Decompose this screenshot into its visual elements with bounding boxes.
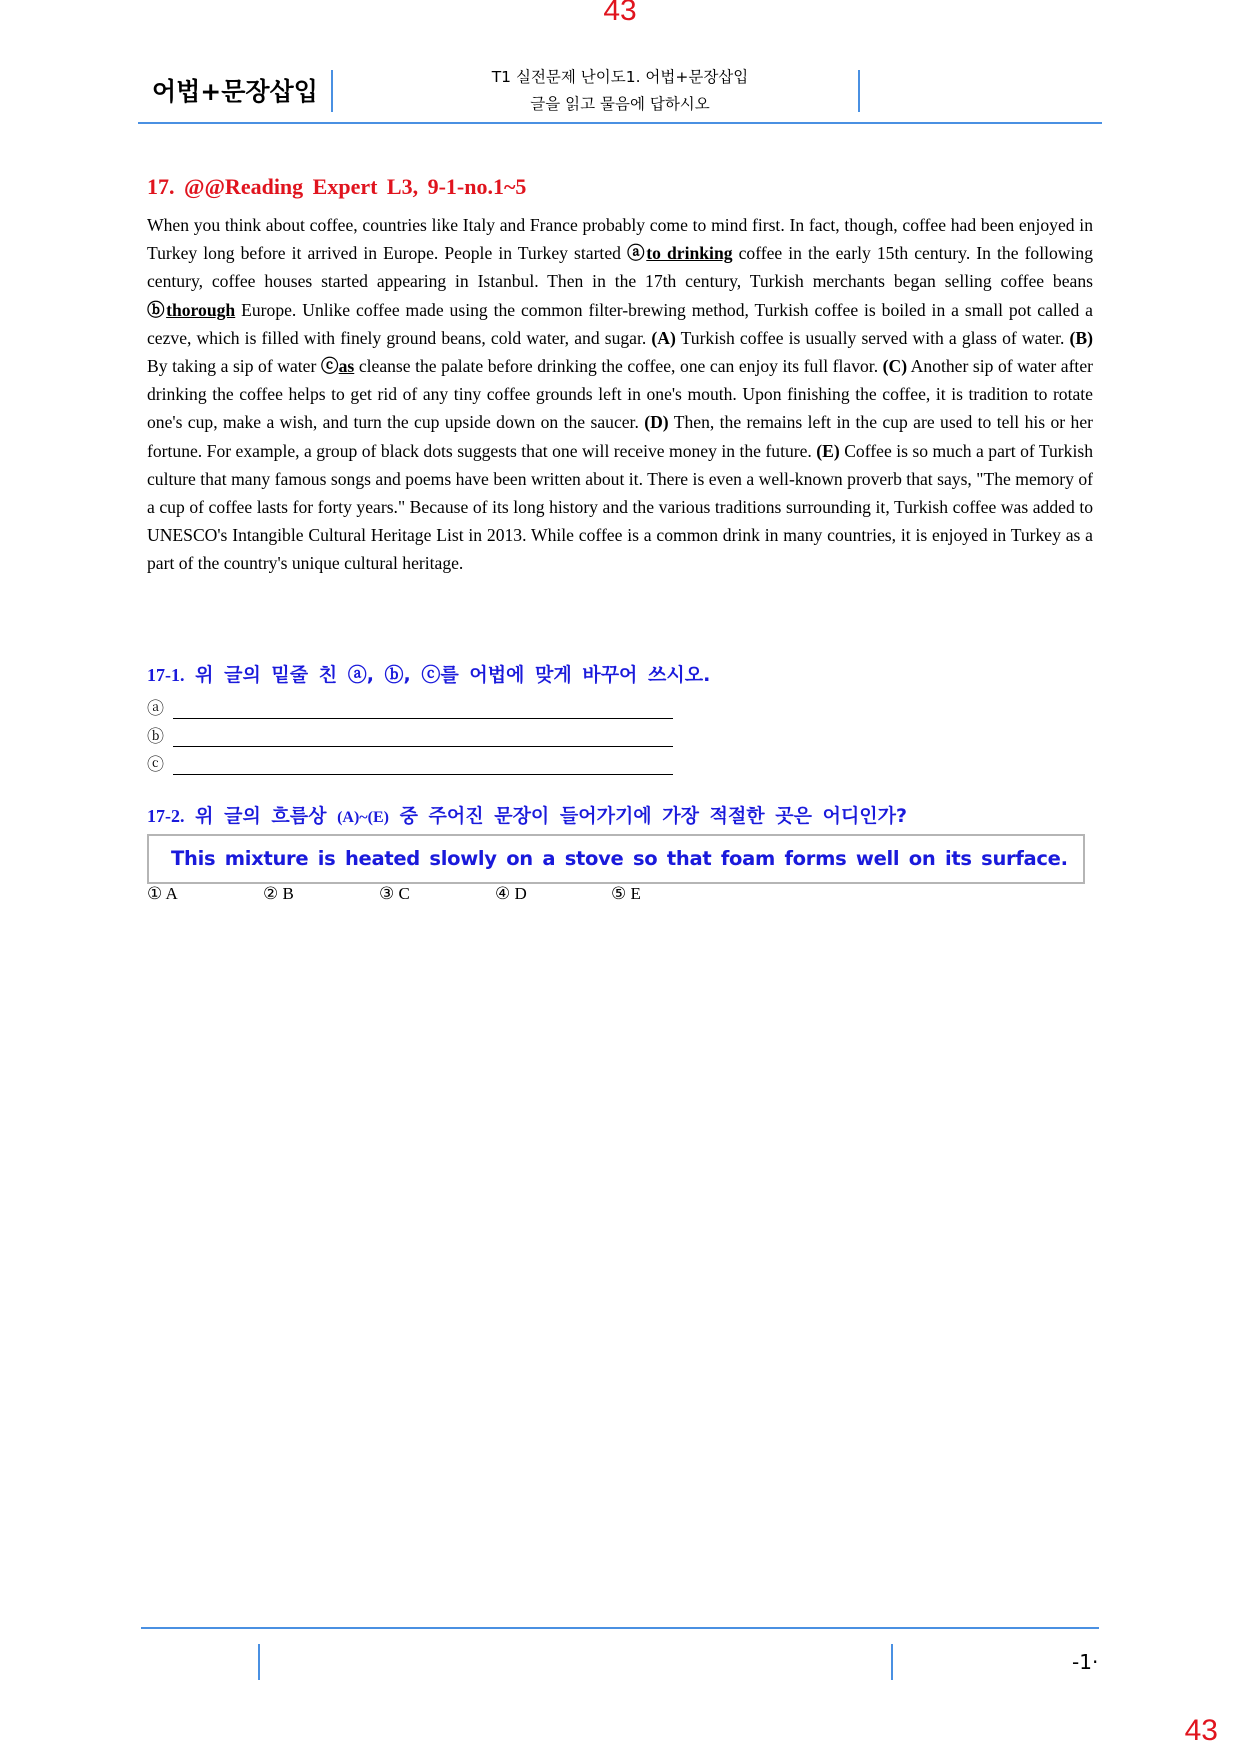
answer-mark-a: ⓐ bbox=[147, 699, 164, 718]
choice-2[interactable]: ② B bbox=[263, 884, 294, 903]
footer-page-label: -1· bbox=[1072, 1650, 1099, 1674]
mark-b: ⓑ bbox=[147, 299, 167, 320]
footer-rule bbox=[141, 1627, 1099, 1629]
answer-mark-c: ⓒ bbox=[147, 755, 164, 774]
label-d: (D) bbox=[644, 412, 669, 433]
subquestion-2-range: (A)~(E) bbox=[337, 809, 389, 826]
question-title: 17. @@Reading Expert L3, 9-1-no.1~5 bbox=[147, 174, 527, 199]
passage: When you think about coffee, countries like Italy and France probably come to mind first. In fact, though, coffee had been enjoyed in Turkey long before it arrived in Europe. People in Turkey started ⓐto drinking coffee in the early 15th century. In the following century, coffee houses started appearing in Istanbul. Then in the 17th century, Turkish merchants began selling coffee beans ⓑthorough Europe. Unlike coffee made using the common filter-brewing method, Turkish coffee is boiled in a small pot called a cezve, which is filled with finely ground beans, cold water, and sugar. (A) Turkish coffee is usually served with a glass of water. (B) By taking a sip of water ⓒas cleanse the palate before drinking the coffee, one can enjoy its full flavor. (C) Another sip of water after drinking the coffee helps to get rid of any tiny coffee grounds left in one's mouth. Upon finishing the coffee, it is tradition to rotate one's cup, make a wish, and turn the cup upside down on the saucer. (D) Then, the remains left in the cup are used to tell his or her fortune. For example, a group of black dots suggests that one will receive money in the future. (E) Coffee is so much a part of Turkish culture that many famous songs and poems have been written about it. There is even a well-known proverb that says, "The memory of a cup of coffee lasts for forty years." Because of its long history and the various traditions surrounding it, Turkish coffee was added to UNESCO's Intangible Cultural Heritage List in 2013. While coffee is a common drink in many countries, it is enjoyed in Turkey as a part of the country's unique cultural heritage. bbox=[147, 215, 1093, 574]
given-sentence: This mixture is heated slowly on a stove so that foam forms well on its surface. bbox=[171, 847, 1068, 870]
label-a: (A) bbox=[651, 327, 676, 348]
header-divider-right bbox=[858, 70, 860, 112]
choice-3[interactable]: ③ C bbox=[379, 884, 410, 903]
label-e: (E) bbox=[816, 440, 840, 461]
answer-blank-a[interactable] bbox=[173, 700, 673, 719]
answer-blank-b[interactable] bbox=[173, 728, 673, 747]
footer-divider-right bbox=[891, 1644, 893, 1680]
answer-mark-b: ⓑ bbox=[147, 727, 164, 746]
subquestion-1-number: 17-1. bbox=[147, 665, 185, 685]
footer-divider-left bbox=[258, 1644, 260, 1680]
answer-line-c[interactable] bbox=[147, 750, 673, 775]
mark-a: ⓐ bbox=[627, 243, 647, 264]
page-number-top: 43 bbox=[603, 0, 637, 27]
choice-1[interactable]: ① A bbox=[147, 884, 178, 903]
page-number-bottom: 43 bbox=[1184, 1714, 1218, 1747]
header-subtitle-line1: T1 실전문제 난이도1. 어법+문장삽입 bbox=[491, 68, 749, 86]
underlined-word-c: as bbox=[338, 356, 355, 377]
header-divider-left bbox=[331, 70, 333, 112]
choice-4[interactable]: ④ D bbox=[495, 884, 527, 903]
header-title: 어법+문장삽입 bbox=[152, 77, 318, 106]
subquestion-1-text: 위 글의 밑줄 친 ⓐ, ⓑ, ⓒ를 어법에 맞게 바꾸어 쓰시오. bbox=[195, 664, 711, 686]
choice-5[interactable]: ⑤ E bbox=[611, 884, 641, 903]
underlined-word-a: to drinking bbox=[646, 243, 733, 264]
mark-c: ⓒ bbox=[320, 356, 339, 377]
subquestion-2-number: 17-2. bbox=[147, 806, 185, 826]
label-c: (C) bbox=[882, 356, 908, 377]
answer-blank-c[interactable] bbox=[173, 756, 673, 775]
underlined-word-b: thorough bbox=[166, 299, 236, 320]
answer-choices bbox=[147, 884, 727, 904]
given-sentence-box bbox=[147, 834, 1085, 884]
header-subtitle-line2: 글을 읽고 물음에 답하시오 bbox=[530, 95, 710, 113]
header-rule bbox=[138, 122, 1102, 124]
header-subtitle bbox=[400, 64, 840, 118]
answer-line-a[interactable] bbox=[147, 694, 673, 719]
answer-line-b[interactable] bbox=[147, 722, 673, 747]
subquestion-1 bbox=[147, 660, 710, 687]
subquestion-2: 17-2. 위 글의 흐름상 (A)~(E) 중 주어진 문장이 들어가기에 가장 적절한 곳은 어디인가? bbox=[147, 805, 908, 827]
label-b: (B) bbox=[1069, 327, 1093, 348]
